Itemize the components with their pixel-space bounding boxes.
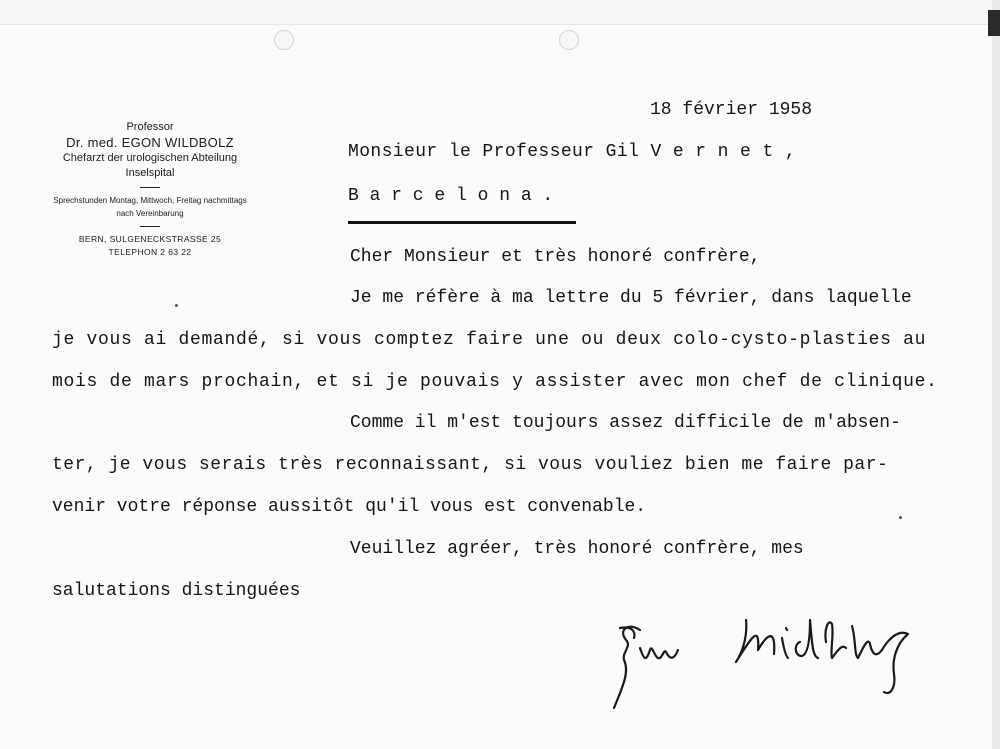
letter-city: B a r c e l o n a . <box>348 186 554 206</box>
letterhead-professor: Professor <box>126 121 174 133</box>
punch-hole-left <box>274 30 294 50</box>
letterhead-divider <box>140 187 160 188</box>
letter-body-line: Je me réfère à ma lettre du 5 février, dans laquelle <box>350 288 912 308</box>
letterhead-position: Chefarzt der urologischen Abteilung <box>62 152 238 164</box>
letterhead-divider <box>140 226 160 227</box>
letter-body-line: mois de mars prochain, et si je pouvais y assister avec mon chef de clinique. <box>52 372 938 392</box>
letter-date: 18 février 1958 <box>650 100 813 120</box>
letterhead-hospital: Inselspital <box>125 167 175 179</box>
binder-clip <box>988 10 1000 36</box>
letterhead-hours-note: nach Vereinbarung <box>116 209 184 218</box>
punch-hole-right <box>559 30 579 50</box>
letter-body-line: venir votre réponse aussitôt qu'il vous est convenable. <box>52 497 647 517</box>
paper-speck <box>175 304 178 307</box>
letter-body-line: Comme il m'est toujours assez difficile de m'absen- <box>350 413 901 433</box>
letterhead-name: Dr. med. EGON WILDBOLZ <box>66 135 234 150</box>
letterhead-address: BERN, SULGENECKSTRASSE 25 <box>78 234 222 244</box>
letterhead-phone: TELEPHON 2 63 22 <box>108 247 192 257</box>
letter-body-line: ter, je vous serais très reconnaissant, si vous vouliez bien me faire par- <box>52 455 889 475</box>
city-underline <box>348 221 576 224</box>
paper-top-edge <box>0 0 1000 25</box>
letter-closing-end: salutations distinguées <box>52 581 301 601</box>
letter-recipient: Monsieur le Professeur Gil V e r n e t , <box>348 142 797 162</box>
letter-body-line: je vous ai demandé, si vous comptez faire une ou deux colo-cysto-plasties au <box>52 330 927 350</box>
letterhead-hours: Sprechstunden Montag, Mittwoch, Freitag nachmittags <box>53 196 247 205</box>
paper-speck <box>899 516 902 519</box>
page-right-edge <box>992 0 1000 749</box>
letterhead <box>20 120 280 259</box>
handwritten-signature <box>600 600 930 720</box>
letter-closing: Veuillez agréer, très honoré confrère, mes <box>350 539 804 559</box>
letter-salutation: Cher Monsieur et très honoré confrère, <box>350 247 761 267</box>
